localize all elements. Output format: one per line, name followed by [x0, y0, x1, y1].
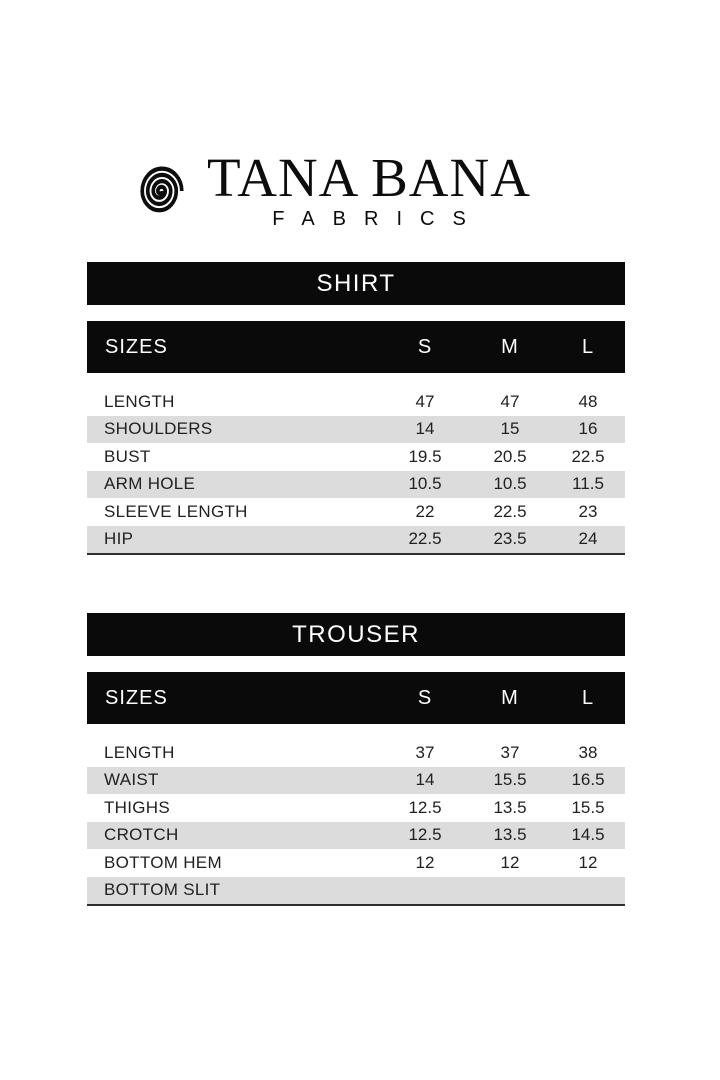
- value-l: 15.5: [571, 797, 605, 817]
- value-m: 13.5: [493, 825, 527, 845]
- trouser-title: TROUSER: [292, 620, 420, 648]
- table-row: [87, 471, 625, 499]
- value-l: 48: [578, 391, 598, 411]
- value-m: 23.5: [493, 529, 527, 549]
- value-l: 16.5: [571, 770, 605, 790]
- value-m: 47: [500, 391, 520, 411]
- value-l: 16: [578, 419, 598, 439]
- brand-name: TANA BANA: [207, 147, 531, 208]
- value-l: 12: [578, 852, 598, 872]
- column-header-l: L: [581, 686, 595, 709]
- table-row: [87, 877, 625, 905]
- table-row: [87, 416, 625, 444]
- value-l: 23: [578, 501, 598, 521]
- trouser-header-row: [87, 672, 625, 724]
- value-s: 47: [415, 391, 435, 411]
- column-header-m: M: [501, 686, 519, 709]
- row-label: THIGHS: [104, 797, 171, 817]
- value-s: 14: [415, 770, 435, 790]
- shirt-title-bar: [87, 262, 625, 305]
- value-l: 38: [578, 742, 598, 762]
- shirt-header-row: [87, 321, 625, 373]
- row-label: LENGTH: [104, 391, 175, 411]
- sizes-label: SIZES: [105, 686, 168, 709]
- row-label: SHOULDERS: [104, 419, 213, 439]
- table-row: [87, 794, 625, 822]
- shirt-size-table: [87, 262, 625, 555]
- value-m: 12: [500, 852, 520, 872]
- sizes-label: SIZES: [105, 335, 168, 358]
- row-label: CROTCH: [104, 825, 179, 845]
- trouser-size-table: [87, 613, 625, 906]
- value-s: 22.5: [408, 529, 442, 549]
- value-m: 15: [500, 419, 520, 439]
- spiral-icon: [139, 165, 185, 217]
- value-s: 22: [415, 501, 435, 521]
- value-m: 37: [500, 742, 520, 762]
- table-row: [87, 822, 625, 850]
- table-row: [87, 498, 625, 526]
- table-row: [87, 767, 625, 795]
- shirt-title: SHIRT: [316, 269, 396, 297]
- column-header-s: S: [417, 686, 433, 709]
- value-l: 22.5: [571, 446, 605, 466]
- brand-text: [207, 147, 531, 231]
- row-label: WAIST: [104, 770, 159, 790]
- row-label: BUST: [104, 446, 151, 466]
- row-label: SLEEVE LENGTH: [104, 501, 248, 521]
- brand-subtitle: FABRICS: [272, 208, 484, 230]
- value-s: 37: [415, 742, 435, 762]
- value-m: 10.5: [493, 474, 527, 494]
- value-l: 14.5: [571, 825, 605, 845]
- row-label: LENGTH: [104, 742, 175, 762]
- value-s: 12.5: [408, 825, 442, 845]
- column-header-l: L: [581, 335, 595, 358]
- value-m: 13.5: [493, 797, 527, 817]
- value-s: 12: [415, 852, 435, 872]
- shirt-rows: [87, 388, 625, 555]
- column-header-m: M: [501, 335, 519, 358]
- brand-logo: [0, 147, 695, 231]
- row-label: HIP: [104, 529, 134, 549]
- table-row: [87, 739, 625, 767]
- table-row: [87, 443, 625, 471]
- trouser-title-bar: [87, 613, 625, 656]
- column-header-s: S: [417, 335, 433, 358]
- value-m: 20.5: [493, 446, 527, 466]
- value-s: 19.5: [408, 446, 442, 466]
- table-row: [87, 849, 625, 877]
- value-l: 24: [578, 529, 598, 549]
- value-s: 14: [415, 419, 435, 439]
- row-label: BOTTOM HEM: [104, 852, 222, 872]
- value-s: 10.5: [408, 474, 442, 494]
- value-s: 12.5: [408, 797, 442, 817]
- trouser-rows: [87, 739, 625, 906]
- value-l: 11.5: [572, 474, 604, 494]
- table-row: [87, 526, 625, 554]
- row-label: ARM HOLE: [104, 474, 196, 494]
- value-m: 22.5: [493, 501, 527, 521]
- value-m: 15.5: [493, 770, 527, 790]
- row-label: BOTTOM SLIT: [104, 880, 221, 900]
- table-row: [87, 388, 625, 416]
